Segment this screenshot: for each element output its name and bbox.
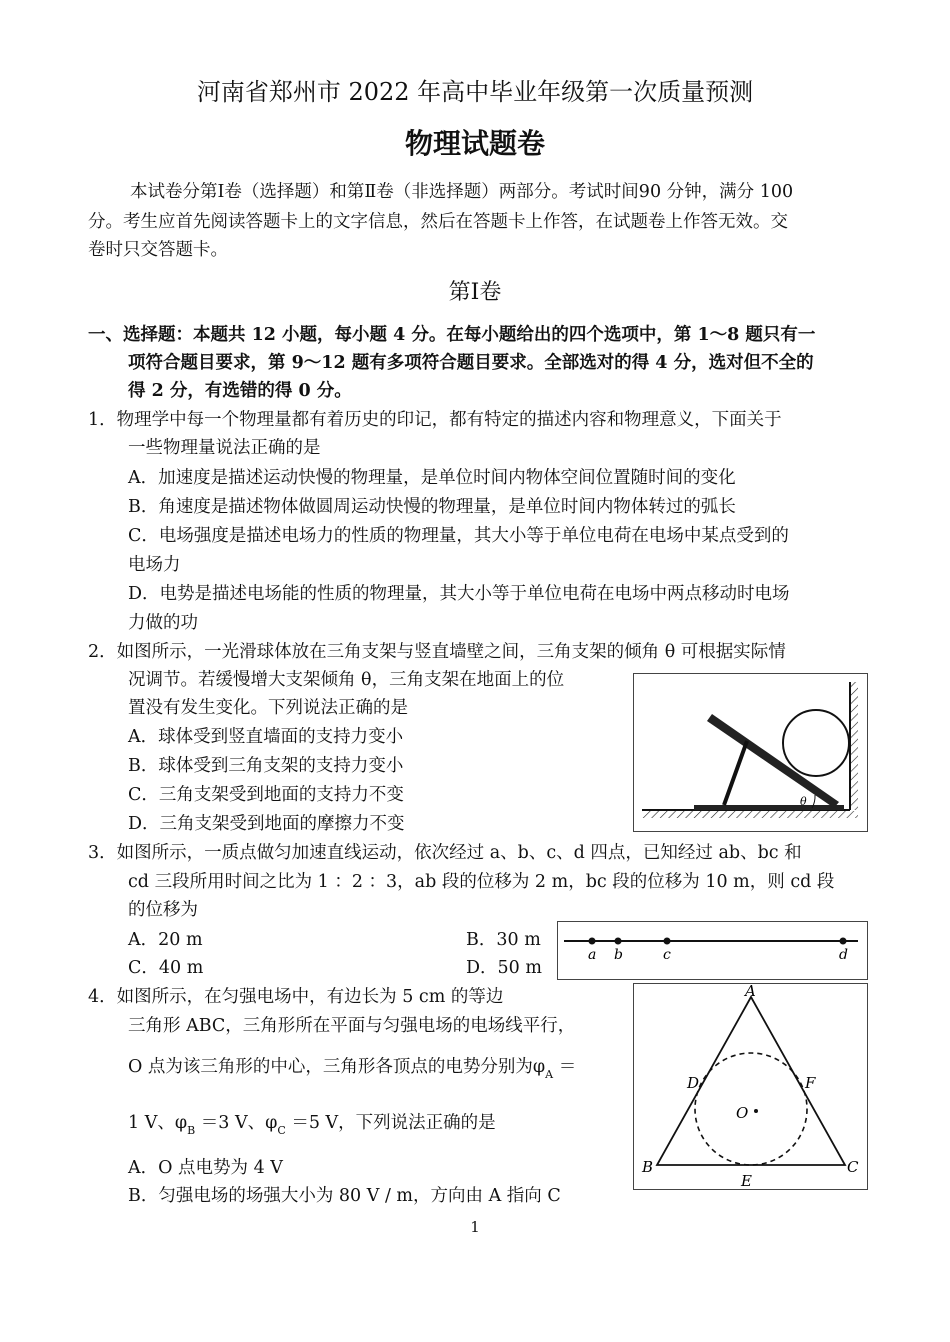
q2-option-c: C．三角支架受到地面的支持力不变 (128, 785, 404, 805)
point-b (615, 938, 622, 945)
q3-stem-3: 的位移为 (128, 900, 198, 920)
q2-figure (633, 673, 868, 832)
q1-option-a: A．加速度是描述运动快慢的物理量，是单位时间内物体空间位置随时间的变化 (128, 468, 736, 488)
q3-option-a: A．20 m (128, 930, 203, 950)
support-base (694, 805, 844, 810)
q3-option-c: C．40 m (128, 958, 204, 978)
q2-stem-3: 置没有发生变化。下列说法正确的是 (128, 698, 408, 718)
q4-stem-3: O 点为该三角形的中心，三角形各顶点的电势分别为$\varphi_A$ ＝ (128, 1057, 577, 1081)
section-line-2: 项符合题目要求，第 9～12 题有多项符合题目要求。全部选对的得 4 分，选对但不全的 (128, 353, 814, 373)
volume-title: 第Ⅰ卷 (448, 280, 502, 305)
q4-stem-4: 1 V、$\varphi_B =3$ V、$\varphi_C =5$ V，下列说法正确的是 (128, 1113, 496, 1137)
label-F: F (805, 1074, 816, 1092)
label-A: A (745, 984, 756, 1000)
point-d (840, 938, 847, 945)
exam-title: 河南省郑州市 2022 年高中毕业年级第一次质量预测 (196, 78, 754, 106)
ground-hatch (642, 811, 858, 818)
q1-option-d-2: 力做的功 (128, 613, 198, 633)
label-c: c (663, 947, 671, 963)
intro-line-2: 分。考生应首先阅读答题卡上的文字信息，然后在答题卡上作答，在试题卷上作答无效。交 (88, 212, 788, 232)
label-O: O (736, 1104, 749, 1122)
q1-option-c-1: C．电场强度是描述电场力的性质的物理量，其大小等于单位电荷在电场中某点受到的 (128, 526, 789, 546)
center-o (754, 1109, 758, 1113)
q3-stem-2: cd 三段所用时间之比为 1 ：2 ：3，ab 段的位移为 2 m，bc 段的位移为 10 m，则 cd 段 (128, 872, 835, 892)
q1-option-b: B．角速度是描述物体做圆周运动快慢的物理量，是单位时间内物体转过的弧长 (128, 497, 736, 517)
label-D: D (687, 1074, 700, 1092)
point-a (589, 938, 596, 945)
q4-stem-2: 三角形 ABC，三角形所在平面与匀强电场的电场线平行， (128, 1016, 576, 1036)
label-a: a (588, 947, 597, 963)
q3-option-b: B．30 m (466, 930, 541, 950)
q1-stem-2: 一些物理量说法正确的是 (128, 438, 321, 458)
intro-line-1: 本试卷分第Ⅰ卷（选择题）和第Ⅱ卷（非选择题）两部分。考试时间90 分钟，满分 100 (130, 182, 794, 202)
point-c (664, 938, 671, 945)
q2-option-a: A．球体受到竖直墙面的支持力变小 (128, 727, 404, 747)
inscribed-circle (695, 1053, 807, 1165)
q3-stem-1: 3．如图所示，一质点做匀加速直线运动，依次经过 a、b、c、d 四点，已知经过 ab、bc 和 (88, 843, 802, 863)
label-E: E (741, 1172, 752, 1189)
intro-line-3: 卷时只交答题卡。 (88, 240, 228, 260)
label-d: d (839, 947, 848, 963)
q4-figure (633, 983, 868, 1190)
label-C: C (847, 1158, 859, 1176)
q1-option-d-1: D．电势是描述电场能的性质的物理量，其大小等于单位电荷在电场中两点移动时电场 (128, 584, 790, 604)
wall-hatch (851, 682, 858, 810)
triangle-abc (657, 997, 845, 1165)
page-number: 1 (470, 1218, 480, 1236)
paper-title: 物理试题卷 (404, 127, 545, 160)
q4-stem-1: 4．如图所示，在匀强电场中，有边长为 5 cm 的等边 (88, 987, 504, 1007)
q3-option-d: D．50 m (466, 958, 542, 978)
q2-stem-2: 况调节。若缓慢增大支架倾角 θ，三角支架在地面上的位 (128, 670, 565, 690)
label-b: b (614, 947, 623, 963)
support-strut (724, 741, 747, 805)
q4-option-b: B．匀强电场的场强大小为 80 V / m，方向由 A 指向 C (128, 1186, 561, 1206)
section-line-3: 得 2 分，有选错的得 0 分。 (128, 381, 352, 401)
q4-option-a: A．O 点电势为 4 V (128, 1158, 283, 1178)
ball (783, 710, 849, 776)
q1-stem-1: 1．物理学中每一个物理量都有着历史的印记，都有特定的描述内容和物理意义，下面关于 (88, 410, 782, 430)
section-line-1: 一、选择题：本题共 12 小题，每小题 4 分。在每小题给出的四个选项中，第 1～8 题只有一 (88, 325, 816, 345)
q2-option-b: B．球体受到三角支架的支持力变小 (128, 756, 404, 776)
theta-label: θ (800, 795, 807, 808)
q1-option-c-2: 电场力 (128, 555, 181, 575)
q3-figure (557, 921, 868, 980)
label-B: B (642, 1158, 654, 1176)
q2-option-d: D．三角支架受到地面的摩擦力不变 (128, 814, 405, 834)
q2-stem-1: 2．如图所示，一光滑球体放在三角支架与竖直墙壁之间，三角支架的倾角 θ 可根据实际情 (88, 642, 786, 662)
